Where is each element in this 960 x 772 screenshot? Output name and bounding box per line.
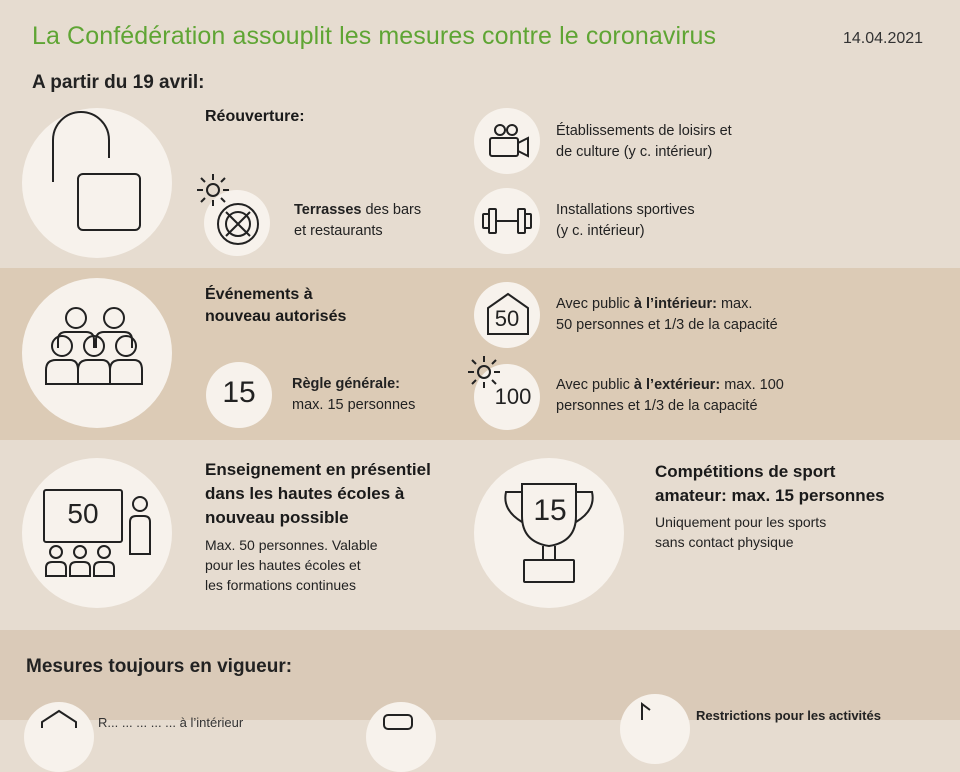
- terraces-bold: Terrasses: [294, 202, 362, 218]
- indoor-pre: Avec public: [556, 296, 634, 312]
- still-item3-text: Restrictions pour les activités: [696, 708, 881, 723]
- competitions-text: [655, 512, 826, 552]
- competitions-heading-line1: Compétitions de sport: [655, 462, 836, 481]
- competitions-heading: [655, 460, 885, 508]
- general-rule-bold: Règle générale:: [292, 376, 400, 392]
- still-house-icon: [38, 708, 80, 728]
- outdoor-post: max. 100: [720, 377, 784, 393]
- teaching-text-line3: les formations continues: [205, 577, 356, 593]
- crowd-icon: [44, 300, 144, 390]
- reopening-heading: Réouverture:: [205, 108, 305, 125]
- outdoor-pre: Avec public: [556, 377, 634, 393]
- teaching-text-line2: pour les hautes écoles et: [205, 557, 361, 573]
- leisure-line1: Établissements de loisirs et: [556, 123, 732, 139]
- open-padlock-icon: [40, 100, 160, 240]
- leisure-line2: de culture (y c. intérieur): [556, 144, 713, 160]
- still-item1-text: R... ... ... ... ... à l’intérieur: [98, 715, 244, 730]
- still-item2-icon: [378, 712, 418, 724]
- events-heading-line1: Événements à: [205, 286, 313, 303]
- indoor-text: [556, 294, 778, 336]
- publication-date: 14.04.2021: [843, 30, 924, 47]
- trophy-icon: [494, 476, 604, 588]
- sports-line1: Installations sportives: [556, 202, 695, 218]
- indoor-line2: 50 personnes et 1/3 de la capacité: [556, 317, 778, 333]
- classroom-board-number: 50: [67, 498, 99, 529]
- indoor-number: 50: [494, 306, 520, 331]
- still-in-force-heading: Mesures toujours en vigueur:: [26, 656, 293, 677]
- outdoor-text: [556, 375, 784, 417]
- indoor-bold: à l’intérieur:: [633, 296, 717, 312]
- teaching-heading-line2: dans les hautes écoles à: [205, 484, 405, 503]
- events-heading-line2: nouveau autorisés: [205, 308, 347, 325]
- page-title: La Confédération assouplit les mesures contre le coronavirus: [32, 22, 717, 50]
- general-rule-number: 15: [222, 376, 256, 409]
- section-from-heading: A partir du 19 avril:: [32, 72, 205, 93]
- teaching-text: [205, 535, 378, 595]
- sports-text: [556, 200, 695, 242]
- events-heading: [205, 284, 346, 328]
- competitions-heading-line2: amateur: max. 15 personnes: [655, 486, 885, 505]
- outdoor-bold: à l’extérieur:: [633, 377, 721, 393]
- leisure-text: [556, 121, 732, 163]
- terraces-rest: des bars: [361, 202, 422, 218]
- sports-line2: (y c. intérieur): [556, 223, 645, 239]
- general-rule-line2: max. 15 personnes: [292, 397, 416, 413]
- outdoor-line2: personnes et 1/3 de la capacité: [556, 398, 758, 414]
- competitions-text-line1: Uniquement pour les sports: [655, 514, 827, 530]
- competitions-text-line2: sans contact physique: [655, 534, 794, 550]
- teaching-heading: [205, 458, 431, 530]
- dumbbell-icon: [480, 198, 534, 244]
- trophy-number: 15: [533, 494, 567, 527]
- teaching-text-line1: Max. 50 personnes. Valable: [205, 537, 378, 553]
- indoor-post: max.: [716, 296, 753, 312]
- outdoor-number: 100: [494, 384, 532, 409]
- terraces-text: [294, 200, 421, 242]
- teaching-heading-line1: Enseignement en présentiel: [205, 460, 431, 479]
- general-rule-text: [292, 374, 415, 416]
- plate-cutlery-icon: [214, 200, 262, 248]
- terraces-line2: et restaurants: [294, 223, 383, 239]
- teaching-heading-line3: nouveau possible: [205, 508, 349, 527]
- still-note-icon: [632, 700, 662, 720]
- movie-camera-icon: [484, 118, 532, 166]
